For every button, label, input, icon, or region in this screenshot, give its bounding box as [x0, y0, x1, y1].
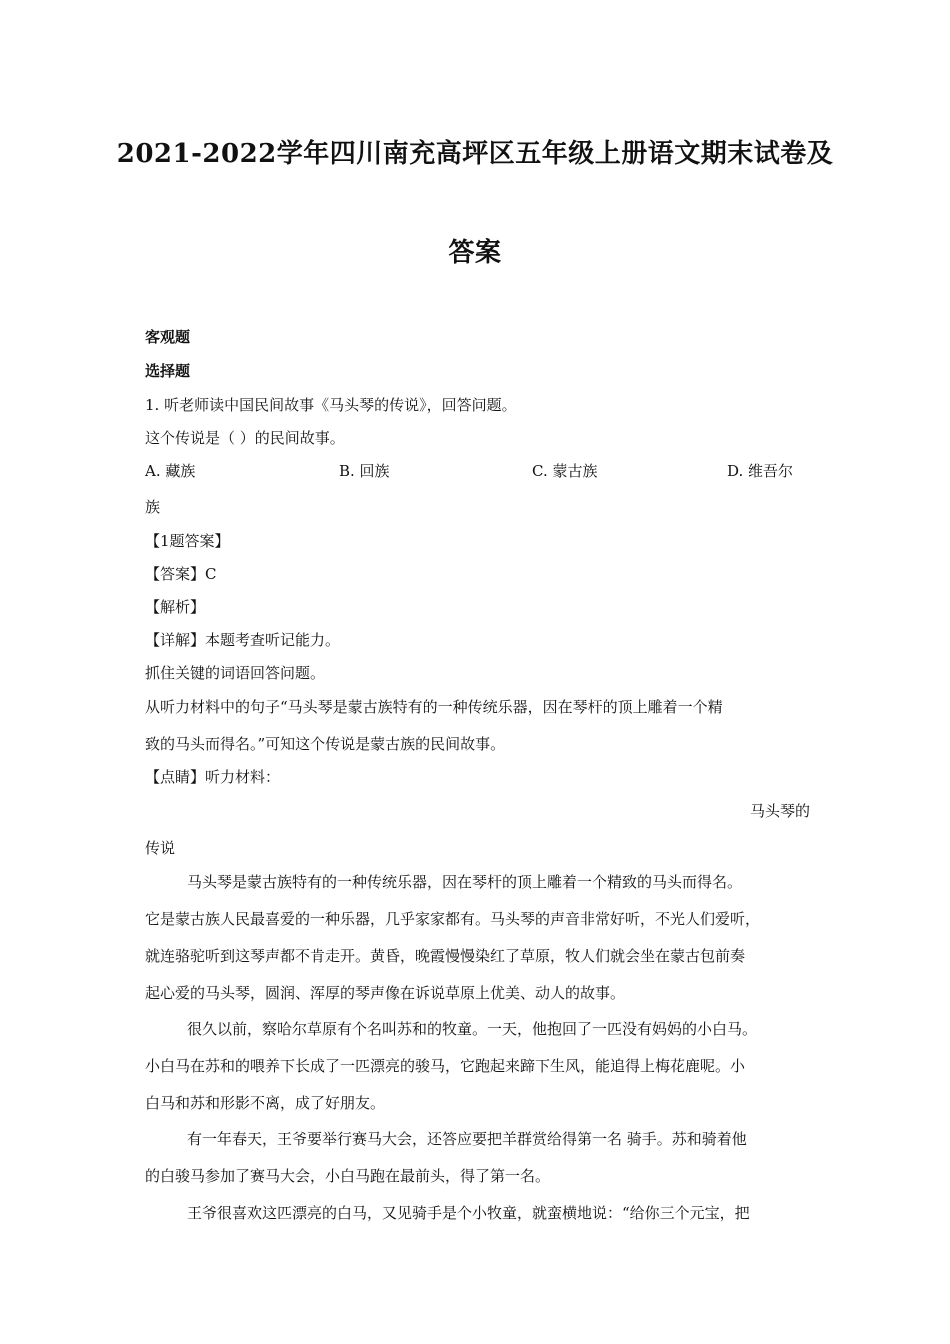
option-d-wrap: 族: [145, 498, 161, 516]
explanation-line-2: 致的马头而得名。”可知这个传说是蒙古族的民间故事。: [145, 735, 506, 753]
analysis-label: 【解析】: [145, 598, 206, 616]
story-paragraph-1-line-3: 就连骆驼听到这琴声都不肯走开。黄昏，晚霞慢慢染红了草原，牧人们就会坐在蒙古包前奏: [145, 947, 746, 965]
comment-label: 【点睛】听力材料：: [145, 768, 281, 786]
story-paragraph-1-line-1: 马头琴是蒙古族特有的一种传统乐器，因在琴杆的顶上雕着一个精致的马头而得名。: [187, 873, 743, 891]
story-paragraph-4-line-1: 王爷很喜欢这匹漂亮的白马，又见骑手是个小牧童，就蛮横地说：“给你三个元宝，把: [187, 1204, 750, 1222]
question-stem: 1. 听老师读中国民间故事《马头琴的传说》，回答问题。: [145, 396, 517, 414]
story-paragraph-2-line-1: 很久以前，察哈尔草原有个名叫苏和的牧童。一天，他抱回了一匹没有妈妈的小白马。: [187, 1020, 758, 1038]
option-d: D. 维吾尔: [727, 462, 794, 480]
story-paragraph-1-line-2: 它是蒙古族人民最喜爱的一种乐器，几乎家家都有。马头琴的声音非常好听，不光人们爱听，: [145, 910, 761, 928]
option-c: C. 蒙古族: [532, 462, 598, 480]
story-paragraph-3-line-2: 的白骏马参加了赛马大会，小白马跑在最前头，得了第一名。: [145, 1167, 551, 1185]
document-title-line1: 2021-2022学年四川南充高坪区五年级上册语文期末试卷及: [116, 139, 834, 169]
section-choice: 选择题: [145, 362, 191, 380]
story-title-wrap: 传说: [145, 839, 176, 857]
document-title-line2: 答案: [448, 238, 502, 268]
option-b: B. 回族: [339, 462, 390, 480]
answer-header: 【1题答案】: [145, 532, 230, 550]
question-prompt: 这个传说是（ ）的民间故事。: [145, 429, 345, 447]
explanation-line-1: 从听力材料中的句子“马头琴是蒙古族特有的一种传统乐器，因在琴杆的顶上雕着一个精: [145, 698, 723, 716]
answer-value: 【答案】C: [145, 565, 217, 583]
story-paragraph-1-line-4: 起心爱的马头琴，圆润、浑厚的琴声像在诉说草原上优美、动人的故事。: [145, 984, 626, 1002]
story-paragraph-3-line-1: 有一年春天，王爷要举行赛马大会，还答应要把羊群赏给得第一名 骑手。苏和骑着他: [187, 1130, 747, 1148]
story-title: 马头琴的: [749, 802, 810, 820]
option-a: A. 藏族: [145, 462, 196, 480]
story-paragraph-2-line-2: 小白马在苏和的喂养下长成了一匹漂亮的骏马，它跑起来蹄下生风，能追得上梅花鹿呢。小: [145, 1057, 746, 1075]
tip-text: 抓住关键的词语回答问题。: [145, 664, 326, 682]
detail-text: 【详解】本题考查听记能力。: [145, 631, 341, 649]
story-paragraph-2-line-3: 白马和苏和形影不离，成了好朋友。: [145, 1094, 386, 1112]
section-objective: 客观题: [145, 328, 191, 346]
